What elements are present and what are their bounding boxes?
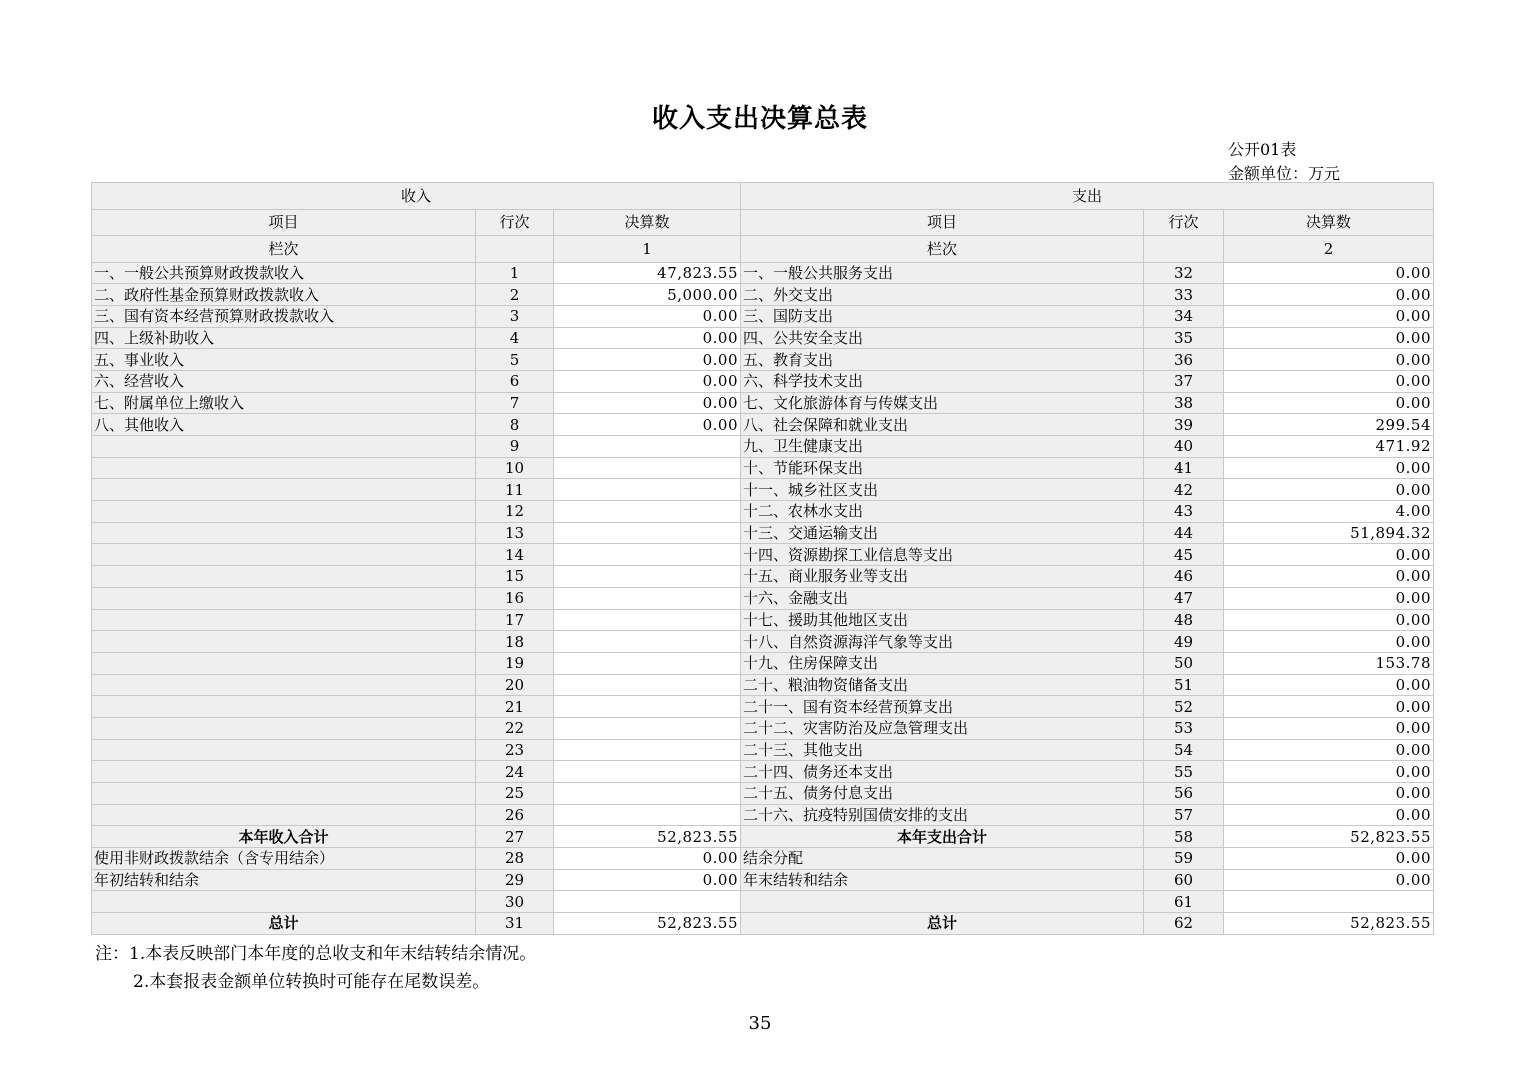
income-line-number: 18	[476, 631, 554, 653]
income-amount: 0.00	[554, 349, 741, 371]
income-amount: 5,000.00	[554, 284, 741, 306]
expense-line-number: 47	[1144, 587, 1224, 609]
expense-item: 十一、城乡社区支出	[741, 479, 1144, 501]
note-1: 注：1.本表反映部门本年度的总收支和年末结转结余情况。	[95, 944, 537, 964]
table-row	[92, 370, 1434, 392]
income-line-blank	[476, 236, 554, 263]
income-line-number: 28	[476, 848, 554, 870]
income-amount: 0.00	[554, 869, 741, 891]
expense-amount: 0.00	[1224, 761, 1434, 783]
expense-item: 八、社会保障和就业支出	[741, 414, 1144, 436]
income-line-number: 20	[476, 674, 554, 696]
table-row	[92, 848, 1434, 870]
income-amount	[554, 696, 741, 718]
expense-line-number: 38	[1144, 392, 1224, 414]
income-amount	[554, 457, 741, 479]
table-row	[92, 609, 1434, 631]
expense-amount: 0.00	[1224, 739, 1434, 761]
table-row	[92, 913, 1434, 935]
income-line-number: 8	[476, 414, 554, 436]
expense-line-number: 33	[1144, 284, 1224, 306]
income-line-number: 19	[476, 652, 554, 674]
income-item: 本年收入合计	[92, 826, 476, 848]
expense-amount: 0.00	[1224, 609, 1434, 631]
table-row	[92, 674, 1434, 696]
income-amount	[554, 544, 741, 566]
expense-amount: 0.00	[1224, 848, 1434, 870]
expense-amount: 52,823.55	[1224, 826, 1434, 848]
income-amount	[554, 436, 741, 458]
income-item	[92, 717, 476, 739]
income-line-number: 21	[476, 696, 554, 718]
table-row	[92, 783, 1434, 805]
expense-line-number: 34	[1144, 305, 1224, 327]
income-item	[92, 479, 476, 501]
expense-line-blank	[1144, 236, 1224, 263]
income-item	[92, 696, 476, 718]
income-amount	[554, 652, 741, 674]
income-item	[92, 566, 476, 588]
expense-amount: 0.00	[1224, 783, 1434, 805]
income-line-number: 15	[476, 566, 554, 588]
expense-item	[741, 891, 1144, 913]
income-amount	[554, 674, 741, 696]
table-row	[92, 284, 1434, 306]
expense-item: 二十、粮油物资储备支出	[741, 674, 1144, 696]
income-line-number: 26	[476, 804, 554, 826]
expense-line-number: 32	[1144, 262, 1224, 284]
income-line-number: 1	[476, 262, 554, 284]
expense-line-number: 50	[1144, 652, 1224, 674]
expense-item: 十五、商业服务业等支出	[741, 566, 1144, 588]
expense-amount: 0.00	[1224, 392, 1434, 414]
expense-column-label: 栏次	[741, 236, 1144, 263]
income-column-number: 1	[554, 236, 741, 263]
income-line-number: 10	[476, 457, 554, 479]
income-line-number: 25	[476, 783, 554, 805]
income-line-number: 22	[476, 717, 554, 739]
income-line-number: 12	[476, 501, 554, 523]
income-line-number: 4	[476, 327, 554, 349]
expense-item: 十四、资源勘探工业信息等支出	[741, 544, 1144, 566]
expense-line-number: 57	[1144, 804, 1224, 826]
expense-amount	[1224, 891, 1434, 913]
expense-item: 十、节能环保支出	[741, 457, 1144, 479]
expense-item: 十九、住房保障支出	[741, 652, 1144, 674]
expense-amount: 0.00	[1224, 674, 1434, 696]
income-line-number: 29	[476, 869, 554, 891]
amount-unit: 金额单位：万元	[1228, 164, 1341, 183]
form-code: 公开01表	[1228, 140, 1297, 159]
expense-line-number: 45	[1144, 544, 1224, 566]
income-item: 三、国有资本经营预算财政拨款收入	[92, 305, 476, 327]
income-line-number: 24	[476, 761, 554, 783]
income-amount	[554, 522, 741, 544]
expense-amount: 51,894.32	[1224, 522, 1434, 544]
income-item	[92, 544, 476, 566]
table-row	[92, 479, 1434, 501]
expense-line-number: 44	[1144, 522, 1224, 544]
expense-item: 二十一、国有资本经营预算支出	[741, 696, 1144, 718]
income-amount	[554, 566, 741, 588]
income-amount: 0.00	[554, 305, 741, 327]
table-row	[92, 891, 1434, 913]
expense-amount: 0.00	[1224, 327, 1434, 349]
expense-item: 四、公共安全支出	[741, 327, 1144, 349]
income-line-number: 6	[476, 370, 554, 392]
income-item: 八、其他收入	[92, 414, 476, 436]
income-item	[92, 739, 476, 761]
income-line-number: 7	[476, 392, 554, 414]
expense-amount: 0.00	[1224, 869, 1434, 891]
table-row	[92, 392, 1434, 414]
income-amount: 0.00	[554, 848, 741, 870]
income-line-number: 2	[476, 284, 554, 306]
expense-line-number: 60	[1144, 869, 1224, 891]
income-line-number: 14	[476, 544, 554, 566]
table-row	[92, 436, 1434, 458]
column-header-row	[92, 209, 1434, 236]
expense-amount: 471.92	[1224, 436, 1434, 458]
income-item	[92, 652, 476, 674]
expense-line-number: 36	[1144, 349, 1224, 371]
table-row	[92, 869, 1434, 891]
expense-item: 本年支出合计	[741, 826, 1144, 848]
expense-item: 十八、自然资源海洋气象等支出	[741, 631, 1144, 653]
expense-line-header: 行次	[1144, 209, 1224, 236]
expense-section-header: 支出	[741, 183, 1434, 210]
table-row	[92, 262, 1434, 284]
expense-item: 二、外交支出	[741, 284, 1144, 306]
table-row	[92, 826, 1434, 848]
income-amount	[554, 631, 741, 653]
income-line-number: 23	[476, 739, 554, 761]
expense-line-number: 37	[1144, 370, 1224, 392]
expense-amount: 0.00	[1224, 717, 1434, 739]
table-row	[92, 414, 1434, 436]
expense-item: 十三、交通运输支出	[741, 522, 1144, 544]
expense-item: 九、卫生健康支出	[741, 436, 1144, 458]
income-line-header: 行次	[476, 209, 554, 236]
expense-line-number: 54	[1144, 739, 1224, 761]
note-2: 2.本套报表金额单位转换时可能存在尾数误差。	[133, 972, 490, 992]
expense-amount: 0.00	[1224, 457, 1434, 479]
expense-line-number: 35	[1144, 327, 1224, 349]
expense-amount: 0.00	[1224, 631, 1434, 653]
expense-amount: 0.00	[1224, 696, 1434, 718]
expense-amount: 0.00	[1224, 370, 1434, 392]
table-row	[92, 457, 1434, 479]
income-amount	[554, 501, 741, 523]
income-item: 二、政府性基金预算财政拨款收入	[92, 284, 476, 306]
expense-line-number: 61	[1144, 891, 1224, 913]
expense-item: 总计	[741, 913, 1144, 935]
expense-item: 二十五、债务付息支出	[741, 783, 1144, 805]
table-row	[92, 631, 1434, 653]
table-row	[92, 717, 1434, 739]
expense-item: 十二、农林水支出	[741, 501, 1144, 523]
income-amount: 52,823.55	[554, 913, 741, 935]
expense-line-number: 56	[1144, 783, 1224, 805]
income-amount: 0.00	[554, 370, 741, 392]
page-number: 35	[748, 1013, 772, 1034]
income-item: 四、上级补助收入	[92, 327, 476, 349]
income-item: 一、一般公共预算财政拨款收入	[92, 262, 476, 284]
income-amount: 52,823.55	[554, 826, 741, 848]
expense-amount: 0.00	[1224, 479, 1434, 501]
income-item: 六、经营收入	[92, 370, 476, 392]
income-amount	[554, 717, 741, 739]
income-amount	[554, 739, 741, 761]
table-row	[92, 739, 1434, 761]
expense-line-number: 58	[1144, 826, 1224, 848]
expense-amount: 0.00	[1224, 587, 1434, 609]
income-expense-table	[91, 182, 1434, 935]
expense-item: 十六、金融支出	[741, 587, 1144, 609]
expense-item: 年末结转和结余	[741, 869, 1144, 891]
expense-amount-header: 决算数	[1224, 209, 1434, 236]
income-item	[92, 783, 476, 805]
income-item	[92, 891, 476, 913]
table-row	[92, 522, 1434, 544]
expense-item: 七、文化旅游体育与传媒支出	[741, 392, 1144, 414]
section-header-row	[92, 183, 1434, 210]
income-item	[92, 522, 476, 544]
expense-line-number: 43	[1144, 501, 1224, 523]
expense-item: 结余分配	[741, 848, 1144, 870]
expense-amount: 52,823.55	[1224, 913, 1434, 935]
income-line-number: 9	[476, 436, 554, 458]
income-line-number: 31	[476, 913, 554, 935]
expense-column-number: 2	[1224, 236, 1434, 263]
table-row	[92, 349, 1434, 371]
expense-line-number: 59	[1144, 848, 1224, 870]
income-amount-header: 决算数	[554, 209, 741, 236]
table-row	[92, 587, 1434, 609]
expense-line-number: 40	[1144, 436, 1224, 458]
income-item-header: 项目	[92, 209, 476, 236]
column-number-row	[92, 236, 1434, 263]
table-row	[92, 566, 1434, 588]
expense-line-number: 48	[1144, 609, 1224, 631]
income-section-header: 收入	[92, 183, 741, 210]
expense-line-number: 42	[1144, 479, 1224, 501]
expense-item: 一、一般公共服务支出	[741, 262, 1144, 284]
expense-item: 二十三、其他支出	[741, 739, 1144, 761]
income-amount	[554, 783, 741, 805]
expense-line-number: 49	[1144, 631, 1224, 653]
income-line-number: 27	[476, 826, 554, 848]
income-item: 使用非财政拨款结余（含专用结余）	[92, 848, 476, 870]
expense-line-number: 62	[1144, 913, 1224, 935]
expense-item: 三、国防支出	[741, 305, 1144, 327]
expense-amount: 0.00	[1224, 349, 1434, 371]
expense-line-number: 52	[1144, 696, 1224, 718]
table-row	[92, 696, 1434, 718]
income-line-number: 13	[476, 522, 554, 544]
expense-item-header: 项目	[741, 209, 1144, 236]
income-amount: 0.00	[554, 392, 741, 414]
income-amount	[554, 804, 741, 826]
expense-line-number: 51	[1144, 674, 1224, 696]
expense-amount: 0.00	[1224, 804, 1434, 826]
table-row	[92, 544, 1434, 566]
income-amount	[554, 587, 741, 609]
income-item	[92, 609, 476, 631]
income-item	[92, 631, 476, 653]
expense-line-number: 46	[1144, 566, 1224, 588]
expense-item: 二十六、抗疫特别国债安排的支出	[741, 804, 1144, 826]
page-title: 收入支出决算总表	[651, 104, 868, 134]
expense-line-number: 55	[1144, 761, 1224, 783]
expense-amount: 0.00	[1224, 262, 1434, 284]
income-column-label: 栏次	[92, 236, 476, 263]
income-line-number: 16	[476, 587, 554, 609]
expense-amount: 299.54	[1224, 414, 1434, 436]
table-row	[92, 327, 1434, 349]
expense-line-number: 53	[1144, 717, 1224, 739]
income-line-number: 11	[476, 479, 554, 501]
expense-line-number: 41	[1144, 457, 1224, 479]
income-item	[92, 674, 476, 696]
table-row	[92, 501, 1434, 523]
expense-amount: 153.78	[1224, 652, 1434, 674]
expense-line-number: 39	[1144, 414, 1224, 436]
expense-item: 二十二、灾害防治及应急管理支出	[741, 717, 1144, 739]
income-item	[92, 457, 476, 479]
income-item: 总计	[92, 913, 476, 935]
income-item	[92, 761, 476, 783]
table-row	[92, 305, 1434, 327]
income-item: 年初结转和结余	[92, 869, 476, 891]
income-item: 七、附属单位上缴收入	[92, 392, 476, 414]
expense-item: 六、科学技术支出	[741, 370, 1144, 392]
income-item: 五、事业收入	[92, 349, 476, 371]
expense-amount: 0.00	[1224, 544, 1434, 566]
expense-item: 五、教育支出	[741, 349, 1144, 371]
expense-amount: 0.00	[1224, 284, 1434, 306]
income-amount	[554, 609, 741, 631]
table-row	[92, 804, 1434, 826]
income-amount: 0.00	[554, 414, 741, 436]
expense-amount: 4.00	[1224, 501, 1434, 523]
income-item	[92, 587, 476, 609]
income-line-number: 17	[476, 609, 554, 631]
income-amount	[554, 479, 741, 501]
expense-item: 十七、援助其他地区支出	[741, 609, 1144, 631]
table-row	[92, 652, 1434, 674]
income-amount: 47,823.55	[554, 262, 741, 284]
income-amount	[554, 761, 741, 783]
income-line-number: 30	[476, 891, 554, 913]
table-row	[92, 761, 1434, 783]
income-amount	[554, 891, 741, 913]
income-line-number: 5	[476, 349, 554, 371]
income-line-number: 3	[476, 305, 554, 327]
income-item	[92, 804, 476, 826]
income-item	[92, 501, 476, 523]
income-amount: 0.00	[554, 327, 741, 349]
expense-item: 二十四、债务还本支出	[741, 761, 1144, 783]
income-item	[92, 436, 476, 458]
expense-amount: 0.00	[1224, 566, 1434, 588]
expense-amount: 0.00	[1224, 305, 1434, 327]
